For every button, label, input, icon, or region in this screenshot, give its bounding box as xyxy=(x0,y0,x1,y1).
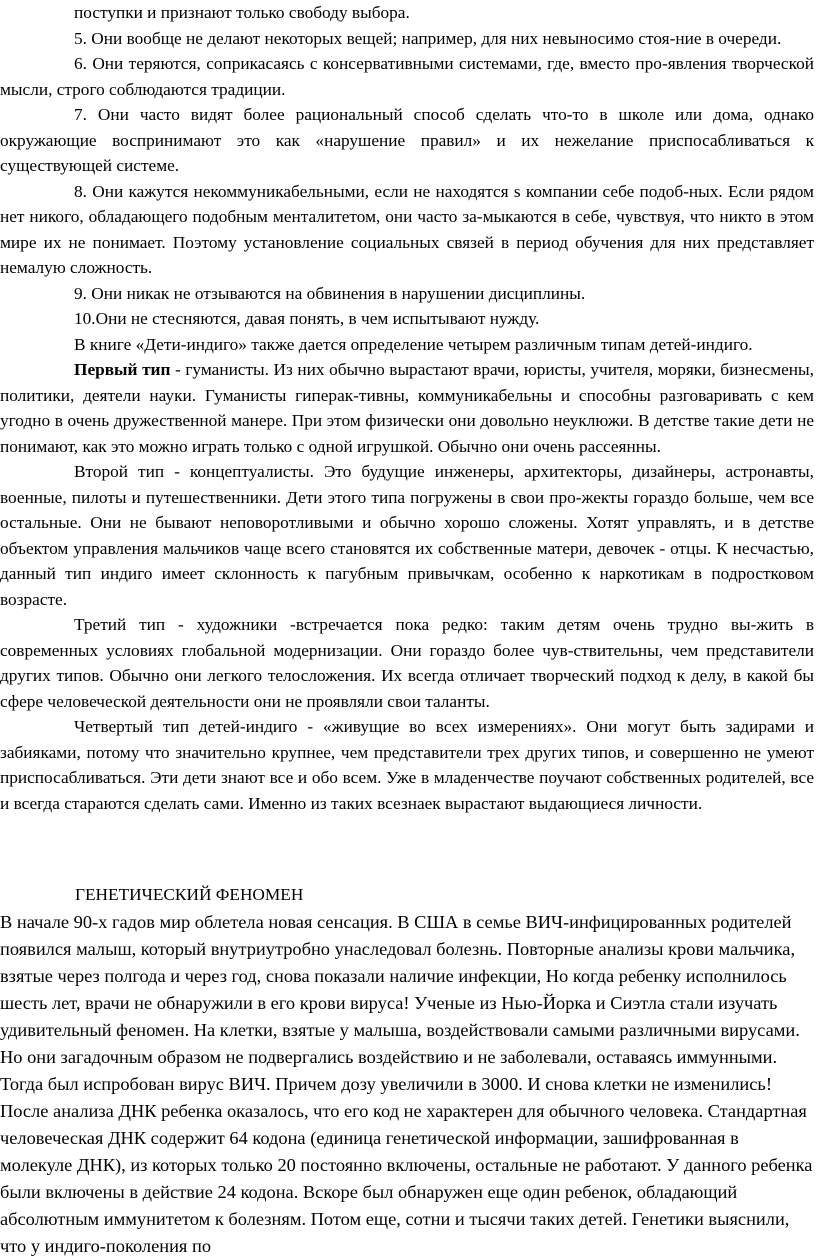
paragraph-type-4: Четвертый тип детей-индиго - «живущие во всех измерениях». Они могут быть задирами и забияками, потому что значительно крупнее, чем представители трех других типов, и совершенно не умеют приспосабливаться. Эти дети знают все и обо всем. Уже в младенчестве поучают собственных родителей, все и всегда стараются сделать сами. Именно из таких всезнаек вырастают выдающиеся личности. xyxy=(0,717,814,813)
paragraph-types-intro: В книге «Дети-индиго» также дается определение четырем различным типам детей-индиго. xyxy=(74,334,753,354)
paragraph-type-3: Третий тип - художники -встречается пока редко: таким детям очень трудно вы-жить в современных условиях глобальной модернизации. Они гораздо более чув-ствительны, чем представители других типов. Обычно они легкого телосложения. Их всегда отличает творческий подход к делу, в какой бы сфере человеческой деятельности они не проявляли свои таланты. xyxy=(0,615,814,711)
type-1-text: - гуманисты. Из них обычно вырастают врачи, юристы, учителя, моряки, бизнесмены, политики, деятели науки. Гуманисты гиперак-тивны, коммуникабельны и способны разговаривать с кем угодно в очень дружественной манере. При этом физически они довольно неуклюжи. В детстве такие дети не понимают, как это можно играть только с одной игрушкой. Обычно они очень рассеянны. xyxy=(0,360,814,456)
paragraph-item-6: 6. Они теряются, соприкасаясь с консервативными системами, где, вместо про-явления творческой мысли, строго соблюдаются традиции. xyxy=(0,54,814,99)
paragraph-item-5: 5. Они вообще не делают некоторых вещей; например, для них невыносимо стоя-ние в очереди. xyxy=(74,28,782,48)
type-1-label: Первый тип xyxy=(74,360,171,379)
paragraph-item-7: 7. Они часто видят более рациональный способ сделать что-то в школе или дома, однако окружающие воспринимают это как «нарушение правил» и их нежелание приспосабливаться к существующей системе. xyxy=(0,105,814,175)
paragraph-genetic-body: В начале 90-х гадов мир облетела новая сенсация. В США в семье ВИЧ-инфицированных родителей появился малыш, который внутриутробно унаследовал болезнь. Повторные анализы крови мальчика, взятые через полгода и через год, снова показали наличие инфекции, Но когда ребенку исполнилось шесть лет, врачи не обнаружили в его крови вируса! Ученые из Нью-Йорка и Сиэтла стали изучать удивительный феномен. На клетки, взятые у малыша, воздействовали самыми различными вирусами. Но они загадочным образом не подвергались воздействию и не заболевали, оставаясь иммунными. Тогда был испробован вирус ВИЧ. Причем дозу увеличили в 3000. И снова клетки не изменились! После анализа ДНК ребенка оказалось, что его код не характерен для обычного человека. Стандартная человеческая ДНК содержит 64 кодона (единица генетической информации, зашифрованная в молекуле ДНК), из которых только 20 постоянно включены, остальные не работают. У данного ребенка были включены в действие 24 кодона. Вскоре был обнаружен еще один ребенок, обладающий абсолютным иммунитетом к болезням. Потом еще, сотни и тысячи таких детей. Генетики выяснили, что у индиго-поколения по xyxy=(0,912,813,1256)
paragraph-choice-freedom: поступки и признают только свободу выбора. xyxy=(74,3,410,22)
paragraph-item-9: 9. Они никак не отзываются на обвинения в нарушении дисциплины. xyxy=(74,283,586,303)
section-heading: ГЕНЕТИЧЕСКИЙ ФЕНОМЕН xyxy=(75,885,304,904)
paragraph-item-10: 10.Они не стесняются, давая понять, в чем испытывают нужду. xyxy=(74,309,540,328)
paragraph-type-1 xyxy=(0,357,814,459)
genetic-phenomenon-section xyxy=(0,909,814,1260)
paragraph-item-8: 8. Они кажутся некоммуникабельными, если не находятся s компании себе подоб-ных. Если рядом нет никого, обладающего подобным менталитетом, они часто за-мыкаются в себе, чувствуя, что никто в этом мире их не понимает. Поэтому установление социальных связей в период обучения для них представляет немалую сложность. xyxy=(0,181,814,277)
paragraph-type-2: Второй тип - концептуалисты. Это будущие инженеры, архитекторы, дизайнеры, астронавты, военные, пилоты и путешественники. Дети этого типа погружены в свои про-жекты гораздо больше, чем все остальные. Они не бывают неповоротливыми и обычно хорошо сложены. Хотят управлять, и в детстве объектом управления мальчиков чаще всего становятся их собственные матери, девочек - отцы. К несчастью, данный тип индиго имеет склонность к пагубным привычкам, особенно к наркотикам в подростковом возрасте. xyxy=(0,462,814,609)
